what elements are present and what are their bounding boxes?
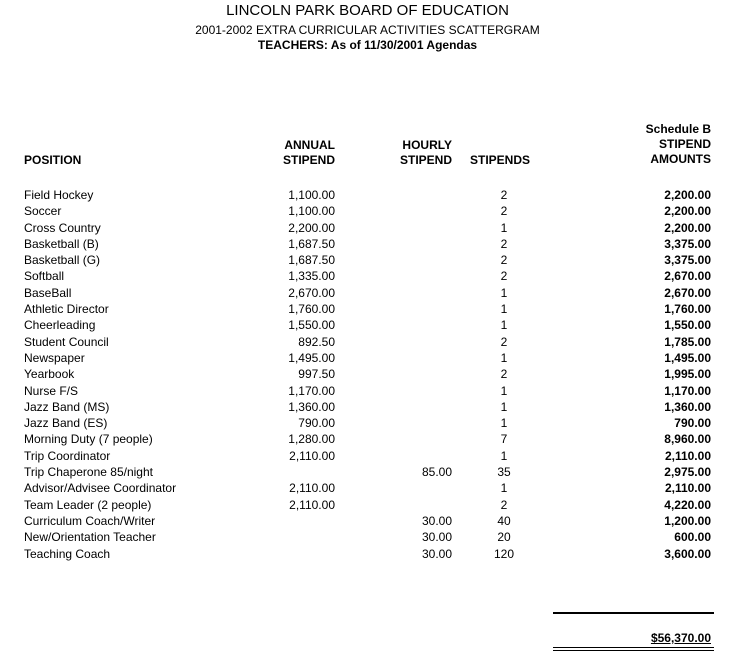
stipends-count-cell: 1 [500,448,508,463]
stipend-amount-cell: 2,670.00 [664,285,711,300]
stipends-count-cell: 1 [500,399,508,414]
stipends-count-cell: 2 [500,334,508,349]
table-row [0,415,735,431]
stipends-count-cell: 1 [500,481,508,496]
annual-stipend-cell: 1,280.00 [288,432,335,447]
table-row [0,220,735,236]
stipends-count-cell: 2 [500,204,508,219]
table-row [0,187,735,203]
annual-stipend-cell: 1,360.00 [288,399,335,414]
table-row [0,383,735,399]
position-cell: Field Hockey [24,188,94,202]
position-cell: Jazz Band (ES) [24,416,108,431]
position-cell: Trip Coordinator [24,448,111,463]
column-header-position: POSITION [24,153,82,167]
stipend-amount-cell: 2,975.00 [664,465,711,480]
position-cell: Team Leader (2 people) [24,497,152,512]
stipend-amount-cell: 8,960.00 [664,432,711,447]
stipend-amount-cell: 3,600.00 [664,546,711,561]
position-cell: Basketball (B) [24,236,99,251]
column-header-hourly-line1: HOURLY [402,138,452,152]
position-cell: Morning Duty (7 people) [24,432,153,447]
hourly-stipend-cell: 30.00 [421,530,452,545]
stipends-count-cell: 1 [500,285,508,300]
stipends-count-cell: 2 [500,497,508,512]
annual-stipend-cell: 2,670.00 [288,285,335,300]
table-row [0,448,735,464]
stipends-count-cell: 2 [500,367,508,382]
position-cell: Student Council [24,334,109,349]
column-header-annual-line2: STIPEND [282,153,335,167]
column-header-stipends: STIPENDS [470,153,531,167]
report-title: LINCOLN PARK BOARD OF EDUCATION [226,2,509,19]
position-cell: Nurse F/S [24,383,79,398]
annual-stipend-cell: 1,170.00 [288,383,335,398]
hourly-stipend-cell: 30.00 [421,513,452,528]
stipends-count-cell: 1 [500,220,508,235]
stipend-amount-cell: 1,200.00 [664,513,711,528]
stipends-count-cell: 20 [497,530,511,545]
table-row [0,350,735,366]
column-header-amounts-line3: AMOUNTS [650,152,711,166]
table-row [0,546,735,562]
stipend-amount-cell: 1,495.00 [664,350,711,365]
annual-stipend-cell: 1,687.50 [288,236,335,251]
position-cell: Newspaper [24,350,85,365]
total-double-rule-top [553,647,714,648]
stipends-count-cell: 1 [500,416,508,431]
report-subtitle-teachers: TEACHERS: As of 11/30/2001 Agendas [257,38,478,52]
table-row [0,480,735,496]
column-header-annual [283,138,335,168]
stipend-amount-cell: 2,200.00 [664,220,711,235]
position-cell: Teaching Coach [24,546,111,561]
stipends-count-cell: 2 [500,253,508,268]
annual-stipend-cell: 2,110.00 [289,481,335,496]
stipend-amount-cell: 1,785.00 [664,334,711,349]
stipends-count-cell: 7 [500,432,508,447]
annual-stipend-cell: 790.00 [298,416,335,431]
table-row [0,301,735,317]
column-header-annual-line1: ANNUAL [284,138,335,152]
stipend-amount-cell: 1,995.00 [664,367,711,382]
stipend-amount-cell: 4,220.00 [664,497,711,512]
stipends-count-cell: 120 [493,546,515,561]
position-cell: Curriculum Coach/Writer [24,513,156,528]
table-row [0,285,735,301]
table-row [0,252,735,268]
table-row [0,529,735,545]
stipends-count-cell: 1 [500,318,508,333]
annual-stipend-cell: 1,100.00 [288,188,335,202]
position-cell: Yearbook [24,367,75,382]
position-cell: Trip Chaperone 85/night [24,465,153,480]
table-row [0,464,735,480]
table-row [0,513,735,529]
stipend-amount-cell: 3,375.00 [664,253,711,268]
table-row [0,399,735,415]
subtotal-rule [553,612,714,614]
position-cell: Soccer [24,204,62,219]
hourly-stipend-cell: 30.00 [421,546,452,561]
column-header-amounts-line2: STIPEND [658,137,711,151]
column-header-hourly-line2: STIPEND [399,153,452,167]
hourly-stipend-cell: 85.00 [421,465,452,480]
table-row [0,203,735,219]
table-row [0,366,735,382]
stipends-count-cell: 1 [500,383,508,398]
stipend-amount-cell: 2,200.00 [664,204,711,219]
total-double-rule-bottom [553,650,714,651]
annual-stipend-cell: 1,687.50 [288,253,335,268]
annual-stipend-cell: 1,495.00 [288,350,335,365]
column-header-amounts [646,122,711,167]
annual-stipend-cell: 892.50 [298,334,335,349]
table-row [0,334,735,350]
stipend-table [0,187,735,562]
position-cell: Basketball (G) [24,253,101,268]
stipends-count-cell: 2 [500,236,508,251]
stipend-amount-cell: 1,170.00 [664,383,711,398]
stipend-amount-cell: 1,760.00 [664,302,711,317]
table-row [0,317,735,333]
stipends-count-cell: 2 [500,269,508,284]
column-header-amounts-line1: Schedule B [645,122,711,136]
table-row [0,497,735,513]
annual-stipend-cell: 1,100.00 [288,204,335,219]
annual-stipend-cell: 2,200.00 [288,220,335,235]
annual-stipend-cell: 2,110.00 [289,497,335,512]
stipend-amount-cell: 600.00 [674,530,711,545]
table-row [0,236,735,252]
position-cell: Advisor/Advisee Coordinator [24,481,177,496]
column-header-hourly [400,138,452,168]
stipend-amount-cell: 790.00 [674,416,711,431]
stipend-amount-cell: 1,550.00 [664,318,711,333]
annual-stipend-cell: 1,550.00 [288,318,335,333]
annual-stipend-cell: 1,760.00 [288,302,335,317]
stipends-count-cell: 35 [497,465,511,480]
position-cell: Jazz Band (MS) [24,399,110,414]
position-cell: Athletic Director [24,302,109,317]
annual-stipend-cell: 1,335.00 [288,269,335,284]
annual-stipend-cell: 2,110.00 [289,448,335,463]
position-cell: Cross Country [24,220,101,235]
stipend-amount-cell: 2,110.00 [664,481,711,496]
stipend-amount-cell: 2,670.00 [664,269,711,284]
stipends-count-cell: 40 [497,513,511,528]
stipend-amount-cell: 2,200.00 [664,188,711,202]
stipend-amount-cell: 2,110.00 [664,448,711,463]
position-cell: Cheerleading [24,318,96,333]
stipends-count-cell: 1 [500,302,508,317]
position-cell: New/Orientation Teacher [24,530,156,545]
table-row [0,268,735,284]
report-subtitle: 2001-2002 EXTRA CURRICULAR ACTIVITIES SCATTERGRAM [195,23,540,37]
position-cell: BaseBall [24,285,72,300]
stipend-amount-cell: 1,360.00 [664,399,711,414]
stipends-count-cell: 1 [500,350,508,365]
annual-stipend-cell: 997.50 [298,367,335,382]
stipends-count-cell: 2 [500,188,508,202]
stipend-amount-cell: 3,375.00 [664,236,711,251]
grand-total: $56,370.00 [650,631,711,645]
table-row [0,431,735,447]
position-cell: Softball [24,269,65,284]
